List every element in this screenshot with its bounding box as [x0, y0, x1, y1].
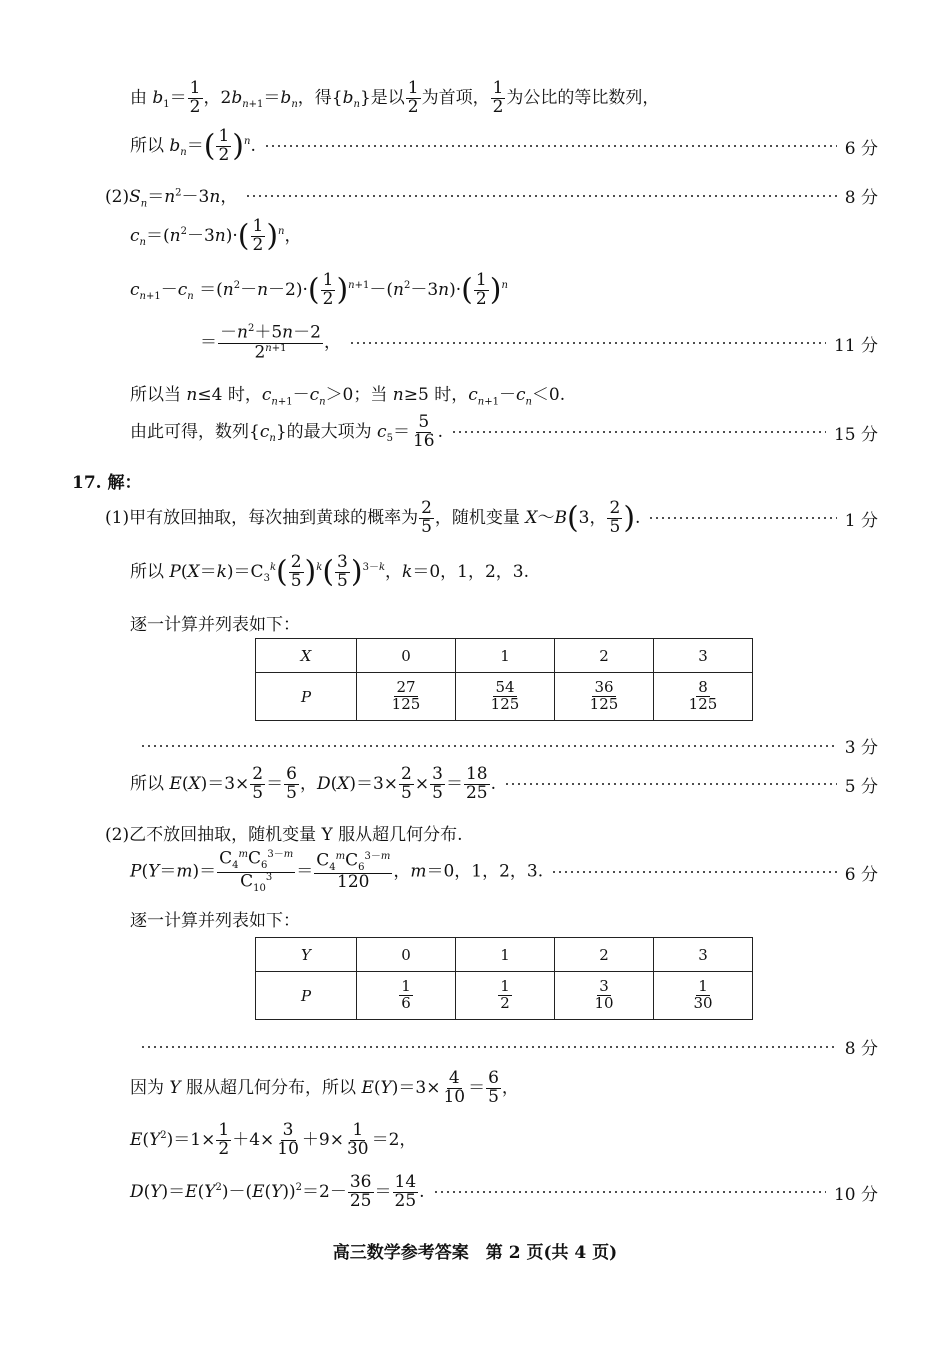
- distribution-table-x: [255, 638, 753, 721]
- table-header-cell: 3: [654, 938, 753, 972]
- table-cell: $\frac{27}{125}$: [357, 673, 456, 721]
- line-ex-dx: 所以 E(X)＝3× $\frac{2}{5}$ ＝ $\frac{6}{5}$ ，D(X)＝3× $\frac{2}{5}$ × $\frac{3}{5}$ ＝ $\frac{18}{25}$ . 5 分: [130, 764, 878, 803]
- table-cell: $\frac{8}{125}$: [654, 673, 753, 721]
- dot-leader: [648, 517, 836, 519]
- table-cell: $\frac{1}{6}$: [357, 972, 456, 1020]
- line-px-formula: 所以 $P(X=k)=C_3^k$( $\frac{2}{5}$ )$^k$( $\frac{3}{5}$ )$^{3-k}$，k＝0，1，2，3.: [130, 552, 530, 591]
- table-header-cell: 0: [357, 639, 456, 673]
- line-max-term: 由此可得，数列$\{c_n\}$的最大项为 $c_5=$ $\frac{5}{16}$ . 15 分: [130, 412, 878, 451]
- list-intro-2: 逐一计算并列表如下：: [130, 911, 300, 931]
- line-table2-score: [140, 1034, 878, 1059]
- table-row-label: P: [256, 972, 357, 1020]
- score-label: 8 分: [844, 1039, 878, 1059]
- line-bn-formula: 所以 $b_n=$( $\frac{1}{2}$ )$^n$. 6 分: [130, 126, 878, 165]
- score-label: 1 分: [844, 510, 878, 531]
- line-sign-analysis: 所以当 n≤4 时，$c_{n+1}-c_n>0$；当 n≥5 时，$c_{n+1}-c_n<0$.: [130, 385, 566, 408]
- table-cell: $\frac{1}{2}$: [456, 972, 555, 1020]
- score-label: 11 分: [833, 335, 878, 356]
- line-cn: $c_n=(n^2-3n)\cdot$( $\frac{1}{2}$ )$^n$，: [130, 216, 302, 255]
- table-cell: $\frac{54}{125}$: [456, 673, 555, 721]
- page-footer: 高三数学参考答案 第 2 页(共 4 页): [332, 1243, 618, 1263]
- table-header-cell: 0: [357, 938, 456, 972]
- line-ey2: $E(Y^2)=1\times$ $\frac{1}{2}$ ＋4× $\frac{3}{10}$ ＋9× $\frac{1}{30}$ ＝2，: [130, 1120, 417, 1159]
- dot-leader: [140, 745, 837, 747]
- line-17-part2: (2)乙不放回抽取，随机变量 Y 服从超几何分布.: [105, 825, 463, 845]
- line-sn: $(2)S_n=n^2-3n$， 8 分: [105, 182, 878, 209]
- dot-leader: [264, 145, 837, 147]
- dot-leader: [551, 871, 837, 873]
- problem-17-label: 17. 解：: [72, 473, 142, 493]
- score-label: 5 分: [844, 776, 878, 797]
- dot-leader: [140, 1046, 837, 1048]
- table-header-cell: 2: [555, 938, 654, 972]
- score-label: 6 分: [844, 138, 878, 159]
- table-cell: $\frac{36}{125}$: [555, 673, 654, 721]
- score-label: 8 分: [844, 188, 878, 209]
- table-cell: $\frac{3}{10}$: [555, 972, 654, 1020]
- line-py-formula: P(Y＝m)＝ $\frac{C_4^mC_6^{3-m}}{C_{10}^3}$ ＝ $\frac{C_4^mC_6^{3-m}}{120}$ ，m＝0，1，2，3. 6 分: [130, 848, 878, 894]
- table-header-cell: Y: [256, 938, 357, 972]
- table-header-cell: 1: [456, 938, 555, 972]
- line-cn-diff: $c_{n+1}-c_n =(n^2-n-2)\cdot$( $\frac{1}{2}$ )$^{n+1}-(n^2-3n)\cdot$( $\frac{1}{2}$ )$^n$: [130, 270, 508, 309]
- dot-leader: [504, 783, 837, 785]
- score-label: 6 分: [844, 864, 878, 885]
- table-header-cell: 2: [555, 639, 654, 673]
- line-table1-score: [140, 733, 878, 758]
- table-header-cell: 3: [654, 639, 753, 673]
- line-17-part1: (1)甲有放回抽取，每次抽到黄球的概率为 $\frac{2}{5}$ ，随机变量 X～B(3， $\frac{2}{5}$ ). 1 分: [105, 498, 878, 537]
- table-row-label: P: [256, 673, 357, 721]
- line-b1-geometric: 由 $b_1=$ $\frac{1}{2}$ ，$2b_{n+1}=b_n$，得$\{b_n\}$是以 $\frac{1}{2}$ 为首项， $\frac{1}{2}$ 为公比的等比数列，: [130, 78, 660, 117]
- table-header-cell: 1: [456, 639, 555, 673]
- dot-leader: [245, 195, 836, 197]
- line-dy: $D(Y)=E(Y^2)-(E(Y))^2=2-$ $\frac{36}{25}$ ＝ $\frac{14}{25}$ . 10 分: [130, 1172, 878, 1211]
- table-cell: $\frac{1}{30}$: [654, 972, 753, 1020]
- line-ey: 因为 Y 服从超几何分布，所以 E(Y)＝3× $\frac{4}{10}$ ＝ $\frac{6}{5}$ ，: [130, 1068, 519, 1107]
- dot-leader: [451, 431, 826, 433]
- table-header-cell: X: [256, 639, 357, 673]
- score-label: 15 分: [833, 424, 878, 445]
- dot-leader: [433, 1191, 826, 1193]
- list-intro-1: 逐一计算并列表如下：: [130, 615, 300, 635]
- line-cn-diff-result: ＝ $\frac{-n^2+5n-2}{2^{n+1}}$ ， 11 分: [200, 322, 878, 363]
- dot-leader: [349, 342, 826, 344]
- distribution-table-y: [255, 937, 753, 1020]
- score-label: 10 分: [833, 1184, 878, 1205]
- score-label: 3 分: [844, 738, 878, 758]
